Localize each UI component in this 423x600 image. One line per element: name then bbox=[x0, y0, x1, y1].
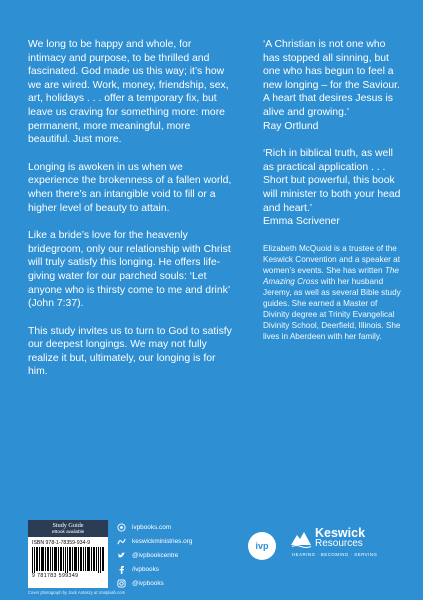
keswick-mountain-icon bbox=[290, 530, 312, 548]
link-instagram[interactable] bbox=[117, 576, 227, 590]
link-keswick[interactable] bbox=[117, 534, 227, 548]
endorsements-column bbox=[263, 38, 403, 342]
contact-links bbox=[117, 520, 227, 590]
photo-credit: Cover photograph by Jack Antoszy at Unsplash.com bbox=[28, 590, 126, 595]
link-ivpbooks[interactable] bbox=[117, 520, 227, 534]
facebook-icon bbox=[117, 565, 126, 574]
link-twitter[interactable] bbox=[117, 548, 227, 562]
isbn-barcode-block bbox=[28, 520, 108, 588]
endorsement-attribution: Ray Ortlund bbox=[263, 120, 319, 132]
blurb-paragraph-1: We long to be happy and whole, for intimacy and purpose, to be thrilled and fascinated. God made us this way; it’s how we are wired. Work, money, friendship, sex, art, holidays . . . offer a temporary fix, but leave us craving for something more: more permanent, more meaningful, more beautiful. Just more. bbox=[28, 39, 229, 146]
endorsement-text: ‘Rich in biblical truth, as well as practical application . . . Short but powerful, this book will minister to both your head and heart.’ bbox=[263, 148, 401, 214]
twitter-icon bbox=[117, 551, 126, 560]
instagram-icon bbox=[117, 579, 126, 588]
bio-book-title: The Amazing Cross bbox=[263, 265, 399, 286]
keswick-resources: Resources bbox=[315, 538, 363, 549]
ivp-icon bbox=[117, 523, 126, 532]
link-facebook[interactable] bbox=[117, 562, 227, 576]
keswick-tagline: HEARING · BECOMING · SERVING bbox=[292, 552, 378, 557]
ivp-logo: ivp bbox=[248, 532, 276, 560]
blurb-paragraph-3: Like a bride’s love for the heavenly bridegroom, only our relationship with Christ will truly satisfy this longing. He offers life-giving water for our parched souls: ‘Let anyone who is thirsty come to me and drink’ (John 7:37). bbox=[28, 230, 231, 310]
study-guide-header bbox=[28, 520, 108, 537]
author-bio bbox=[263, 243, 403, 342]
endorsement-2 bbox=[263, 147, 403, 229]
link-text: @ivpbooks bbox=[132, 579, 164, 587]
endorsement-1 bbox=[263, 38, 403, 133]
study-guide-label: Study Guide bbox=[52, 522, 84, 529]
isbn-number: ISBN 978-1-78359-934-9 bbox=[32, 540, 90, 546]
link-text: @ivpbookcentre bbox=[132, 551, 179, 559]
bio-text-start: Elizabeth McQuoid is a trustee of the Keswick Convention and a speaker at women’s events. She has written bbox=[263, 243, 400, 275]
blurb-paragraph-2: Longing is awoken in us when we experience the brokenness of a fallen world, when there’s an intangible void to fill or a higher level of beauty to attain. bbox=[28, 161, 232, 214]
link-text: keswickministries.org bbox=[132, 537, 193, 545]
blurb-paragraph-4: This study invites us to turn to God to satisfy our deepest longings. We may not fully realize it but, ultimately, our longing is for him. bbox=[28, 325, 232, 378]
keswick-resources-logo bbox=[290, 528, 410, 557]
bio-text-end: with her husband Jeremy, as well as several Bible study guides. She earned a Master of Divinity degree at Trinity Evangelical Divinity School, Deerfield, Illinois. She lives in Aberdeen with her family. bbox=[263, 276, 401, 341]
link-text: ivpbooks.com bbox=[132, 523, 172, 531]
keswick-icon bbox=[117, 537, 126, 546]
keswick-name: Keswick bbox=[315, 526, 366, 540]
barcode-digits: 9 781783 599349 bbox=[32, 573, 79, 579]
blurb-column bbox=[28, 38, 232, 393]
link-text: /ivpbooks bbox=[132, 565, 159, 573]
ebook-label: eBook available bbox=[51, 529, 85, 534]
endorsement-attribution: Emma Scrivener bbox=[263, 216, 340, 228]
endorsement-text: ‘A Christian is not one who has stopped all sinning, but one who has begun to feel a new longing – for the Saviour. A heart that desires Jesus is alive and growing.’ bbox=[263, 39, 400, 118]
barcode-icon bbox=[32, 547, 104, 573]
